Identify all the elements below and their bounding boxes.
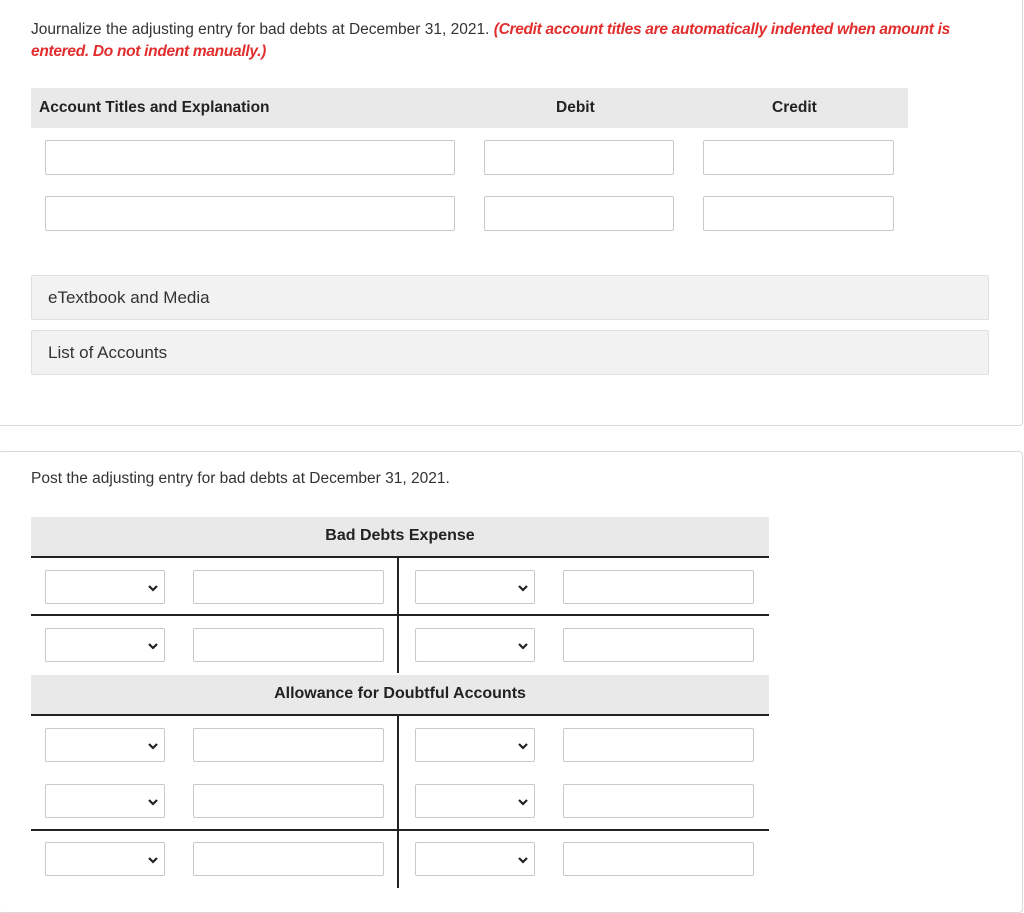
etextbook-media-label: eTextbook and Media [48,288,210,307]
chevron-down-icon [147,640,159,652]
posting-instructions: Post the adjusting entry for bad debts at December 31, 2021. [31,470,450,487]
debit-amount-input[interactable] [193,728,384,762]
debit-account-select[interactable] [45,784,165,818]
journal-debit-input[interactable] [484,196,674,231]
chevron-down-icon [517,740,529,752]
journal-credit-input[interactable] [703,196,894,231]
chevron-down-icon [517,854,529,866]
t-account-title-bad-debts [31,517,769,557]
journal-account-input[interactable] [45,140,455,175]
col-credit: Credit [772,99,817,116]
chevron-down-icon [147,582,159,594]
debit-account-select[interactable] [45,728,165,762]
credit-account-select[interactable] [415,728,535,762]
col-account-titles: Account Titles and Explanation [39,99,270,116]
chevron-down-icon [517,582,529,594]
debit-amount-input[interactable] [193,784,384,818]
journal-account-input[interactable] [45,196,455,231]
credit-amount-input[interactable] [563,570,754,604]
credit-account-select[interactable] [415,784,535,818]
t-account-divider [397,557,399,673]
instructions-text: Journalize the adjusting entry for bad debts at December 31, 2021. [31,21,494,38]
debit-account-select[interactable] [45,570,165,604]
t-account-line [31,614,769,616]
credit-amount-input[interactable] [563,784,754,818]
t-account-divider [397,715,399,888]
instructions-note: (Credit account titles are automatically indented when amount is entered. Do not indent manually.) [31,21,950,60]
etextbook-media-panel[interactable] [31,275,989,320]
credit-amount-input[interactable] [563,728,754,762]
t-account-line [31,829,769,831]
credit-account-select[interactable] [415,570,535,604]
balance-credit-select[interactable] [415,842,535,876]
journal-instructions [31,19,1001,63]
t-account-line [31,556,769,558]
credit-account-select[interactable] [415,628,535,662]
t-account-title-allowance [31,675,769,715]
list-of-accounts-label: List of Accounts [48,343,168,362]
balance-debit-input[interactable] [193,842,384,876]
chevron-down-icon [517,796,529,808]
journal-credit-input[interactable] [703,140,894,175]
balance-credit-input[interactable] [563,842,754,876]
journal-debit-input[interactable] [484,140,674,175]
chevron-down-icon [147,740,159,752]
debit-amount-input[interactable] [193,628,384,662]
chevron-down-icon [147,796,159,808]
journal-header [31,88,908,128]
col-debit: Debit [556,99,595,116]
debit-account-select[interactable] [45,628,165,662]
balance-debit-select[interactable] [45,842,165,876]
credit-amount-input[interactable] [563,628,754,662]
list-of-accounts-panel[interactable] [31,330,989,375]
chevron-down-icon [147,854,159,866]
t-account-label: Bad Debts Expense [325,527,475,544]
t-account-label: Allowance for Doubtful Accounts [274,685,526,702]
debit-amount-input[interactable] [193,570,384,604]
chevron-down-icon [517,640,529,652]
t-account-line [31,714,769,716]
